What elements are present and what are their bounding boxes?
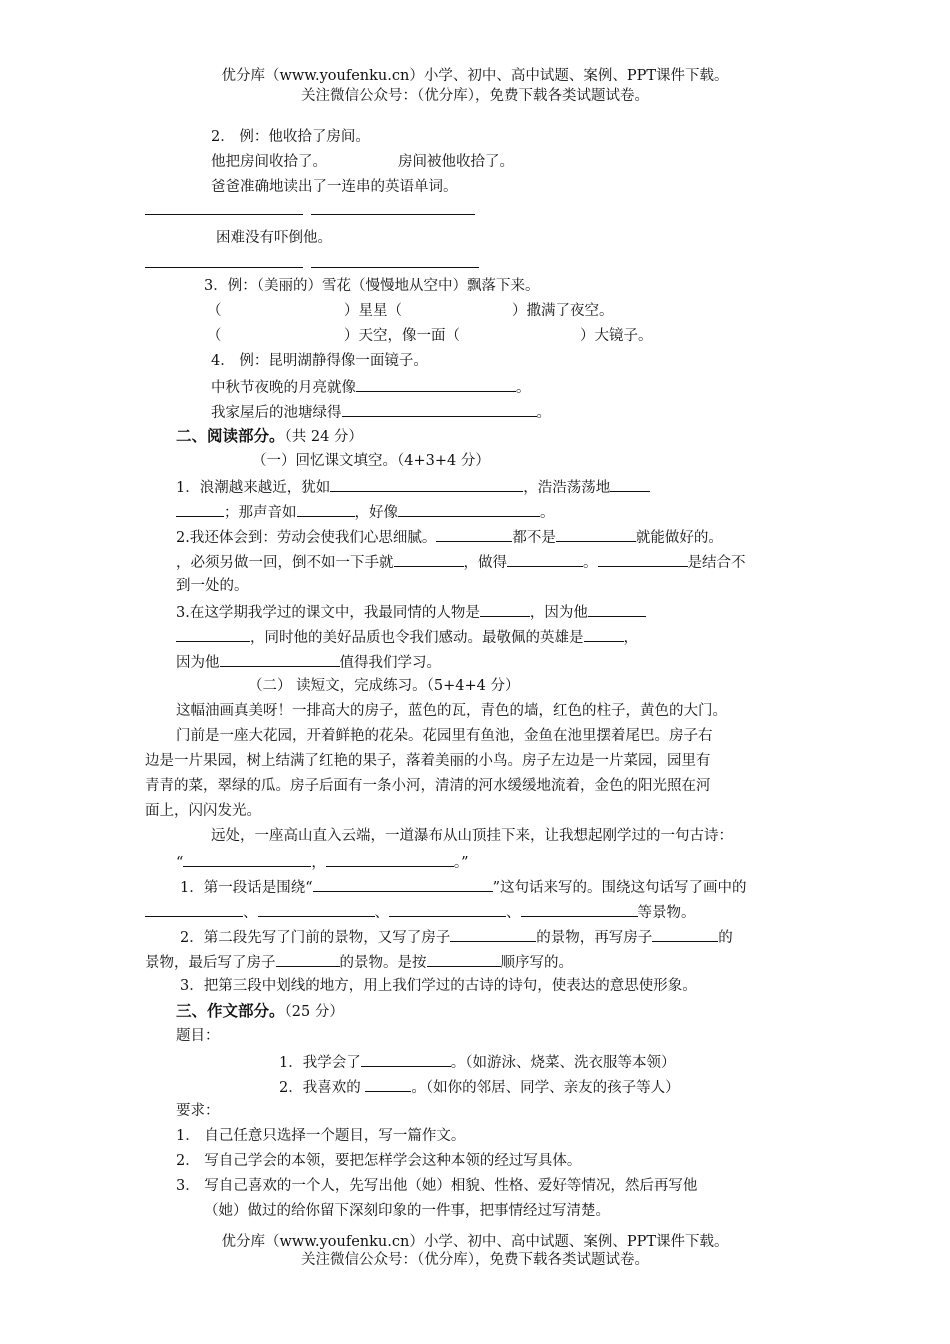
q2-blank-1a[interactable] bbox=[145, 214, 303, 215]
writing-topic-2: 2．我喜欢的 。（如你的邻居、同学、亲友的孩子等人） bbox=[279, 1076, 680, 1098]
reading-blank[interactable] bbox=[297, 501, 355, 517]
q3-row1-mid: ）星星（ bbox=[344, 303, 402, 319]
reading-blank[interactable] bbox=[220, 651, 340, 667]
exercise-1-line1: 1．第一段话是围绕“ ”这句话来写的。围绕这句话写了画中的 bbox=[180, 876, 747, 898]
writing-topic-label: 题目： bbox=[176, 1028, 220, 1044]
reading-item-1-line1: 1．浪潮越来越近，犹如 ，浩浩荡荡地 bbox=[176, 476, 650, 498]
exercise-1-line2: 、 、 、 等景物。 bbox=[145, 901, 696, 923]
reading-item-2-line3: 到一处的。 bbox=[176, 578, 249, 594]
exercise-blank[interactable] bbox=[276, 951, 340, 967]
q2-sentence-2: 困难没有吓倒他。 bbox=[216, 230, 332, 246]
reading-item-3-line1: 3.在这学期我学过的课文中，我最同情的人物是 ，因为他 bbox=[176, 601, 646, 623]
reading-sec2-title: （二） 读短文，完成练习。（5+4+4 分） bbox=[248, 678, 520, 694]
writing-req-1: 1． 自己任意只选择一个题目，写一篇作文。 bbox=[176, 1128, 466, 1144]
reading-sec1-title: （一）回忆课文填空。（4+3+4 分） bbox=[252, 453, 490, 469]
reading-blank[interactable] bbox=[176, 626, 250, 642]
passage-poem-blanks: “ ， 。” bbox=[176, 851, 469, 873]
q4-blank-1[interactable] bbox=[356, 376, 516, 392]
poem-blank-2[interactable] bbox=[326, 851, 454, 867]
exercise-blank[interactable] bbox=[427, 951, 501, 967]
reading-item-2-line2: ，必须另做一回，倒不如一下手就 ，做得 。 是结合不 bbox=[176, 551, 746, 573]
topic-blank-2[interactable] bbox=[365, 1076, 411, 1092]
passage-p2-line1: 门前是一座大花园，开着鲜艳的花朵。花园里有鱼池，金鱼在池里摆着尾巴。房子右 bbox=[176, 728, 713, 744]
reading-blank[interactable] bbox=[394, 551, 464, 567]
reading-blank[interactable] bbox=[556, 526, 636, 542]
passage-p1: 这幅油画真美呀！一排高大的房子，蓝色的瓦，青色的墙，红色的柱子，黄色的大门。 bbox=[176, 703, 727, 719]
writing-req-3-line2: （她）做过的给你留下深刻印象的一件事，把事情经过写清楚。 bbox=[204, 1203, 610, 1219]
reading-item-2-line1: 2.我还体会到：劳动会使我们心思细腻。 都不是 就能做好的。 bbox=[176, 526, 723, 548]
reading-heading: 二、阅读部分。（共 24 分） bbox=[176, 426, 363, 445]
q4-example: 4． 例：昆明湖静得像一面镜子。 bbox=[211, 353, 428, 369]
reading-item-3-line3: 因为他 值得我们学习。 bbox=[176, 651, 441, 673]
reading-blank[interactable] bbox=[610, 476, 650, 492]
exercise-blank[interactable] bbox=[450, 926, 536, 942]
exercise-3: 3．把第三段中划线的地方，用上我们学过的古诗的诗句，使表达的意思使形象。 bbox=[180, 978, 697, 994]
q3-example: 3．例：（美丽的）雪花（慢慢地从空中）飘落下来。 bbox=[204, 278, 540, 294]
reading-blank[interactable] bbox=[588, 601, 646, 617]
exercise-blank[interactable] bbox=[313, 876, 493, 892]
exercise-blank[interactable] bbox=[521, 901, 638, 917]
footer-line-1: 优分库（www.youfenku.cn）小学、初中、高中试题、案例、PPT课件下载。 bbox=[221, 1234, 729, 1250]
q3-row1-end: ）撒满了夜空。 bbox=[512, 303, 614, 319]
reading-item-1-line2: ；那声音如 ，好像 。 bbox=[176, 501, 555, 523]
exercise-2-line2: 景物，最后写了房子 的景物。是按 顺序写的。 bbox=[145, 951, 573, 973]
reading-blank[interactable] bbox=[398, 501, 540, 517]
q3-row2-open: （ bbox=[207, 328, 222, 344]
reading-item-3-line2: ，同时他的美好品质也令我们感动。最敬佩的英雄是 ， bbox=[176, 626, 638, 648]
q3-row2-end: ）大镜子。 bbox=[580, 328, 653, 344]
reading-blank[interactable] bbox=[480, 601, 530, 617]
q4-sentence-2: 我家屋后的池塘绿得 。 bbox=[211, 401, 551, 423]
writing-heading: 三、作文部分。（25 分） bbox=[176, 1001, 344, 1020]
q3-row1-open: （ bbox=[207, 303, 222, 319]
footer-line-2: 关注微信公众号：（优分库），免费下载各类试题试卷。 bbox=[301, 1252, 649, 1268]
q2-sentence-1: 爸爸准确地读出了一连串的英语单词。 bbox=[211, 179, 458, 195]
q3-row2-mid: ）天空，像一面（ bbox=[344, 328, 460, 344]
topic-blank-1[interactable] bbox=[361, 1051, 451, 1067]
writing-req-2: 2． 写自己学会的本领，要把怎样学会这种本领的经过写具体。 bbox=[176, 1153, 582, 1169]
passage-p2-line2: 边是一片果园，树上结满了红艳的果子，落着美丽的小鸟。房子左边是一片菜园，园里有 bbox=[145, 753, 711, 769]
exercise-2-line1: 2．第二段先写了门前的景物，又写了房子 的景物，再写房子 的 bbox=[180, 926, 733, 948]
reading-blank[interactable] bbox=[598, 551, 688, 567]
poem-blank-1[interactable] bbox=[183, 851, 311, 867]
q2-example: 2． 例：他收拾了房间。 bbox=[211, 129, 370, 145]
reading-blank[interactable] bbox=[176, 501, 224, 517]
exercise-blank[interactable] bbox=[258, 901, 375, 917]
writing-req-label: 要求： bbox=[176, 1103, 220, 1119]
exercise-blank[interactable] bbox=[652, 926, 718, 942]
passage-p2-line4: 面上，闪闪发光。 bbox=[145, 803, 261, 819]
q4-sentence-1: 中秋节夜晚的月亮就像 。 bbox=[211, 376, 531, 398]
exercise-blank[interactable] bbox=[389, 901, 506, 917]
reading-blank[interactable] bbox=[584, 626, 624, 642]
passage-p3: 远处，一座高山直入云端，一道瀑布从山顶挂下来，让我想起刚学过的一句古诗： bbox=[211, 828, 733, 844]
reading-blank[interactable] bbox=[436, 526, 512, 542]
q4-blank-2[interactable] bbox=[342, 401, 537, 417]
q2-blank-2b[interactable] bbox=[311, 267, 479, 268]
q2-blank-1b[interactable] bbox=[311, 214, 475, 215]
exercise-blank[interactable] bbox=[145, 901, 243, 917]
reading-blank[interactable] bbox=[507, 551, 583, 567]
writing-req-3-line1: 3． 写自己喜欢的一个人，先写出他（她）相貌、性格、爱好等情况，然后再写他 bbox=[176, 1178, 698, 1194]
writing-topic-1: 1．我学会了 。（如游泳、烧菜、洗衣服等本领） bbox=[279, 1051, 675, 1073]
header-line-2: 关注微信公众号：（优分库），免费下载各类试题试卷。 bbox=[301, 88, 649, 104]
q2-answer-b: 房间被他收拾了。 bbox=[398, 154, 514, 170]
reading-blank[interactable] bbox=[330, 476, 523, 492]
passage-p2-line3: 青青的菜，翠绿的瓜。房子后面有一条小河，清清的河水缓缓地流着，金色的阳光照在河 bbox=[145, 778, 711, 794]
q2-blank-2a[interactable] bbox=[145, 267, 303, 268]
header-line-1: 优分库（www.youfenku.cn）小学、初中、高中试题、案例、PPT课件下载。 bbox=[221, 68, 729, 84]
q2-answer-a: 他把房间收拾了。 bbox=[211, 154, 327, 170]
